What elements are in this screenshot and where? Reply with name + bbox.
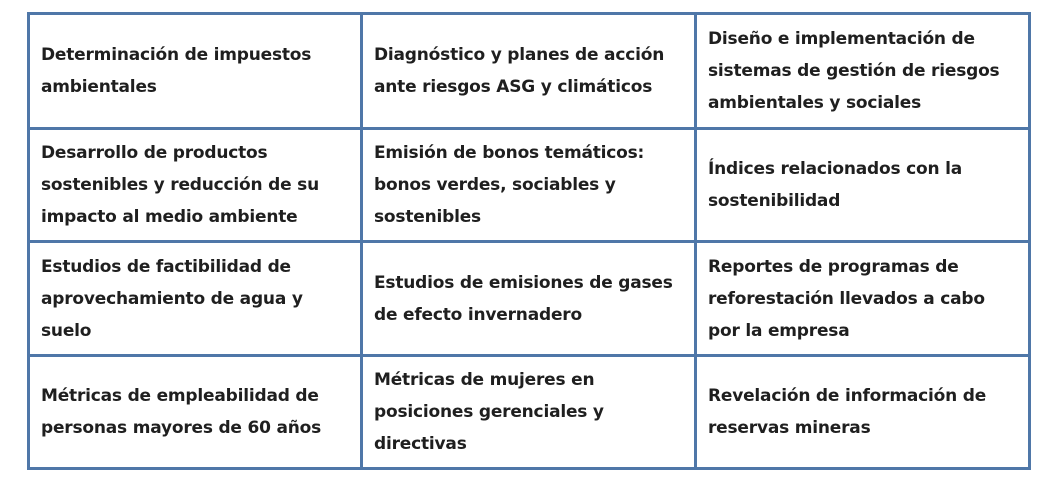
cell-text: Diagnóstico y planes de acción ante riesgos ASG y climáticos xyxy=(374,45,665,97)
cell-text: Métricas de mujeres en posiciones gerenciales y directivas xyxy=(374,370,604,454)
cell-text: Estudios de factibilidad de aprovechamiento de agua y suelo xyxy=(41,256,303,341)
table-cell xyxy=(363,357,697,467)
table-cell xyxy=(697,357,1028,467)
table-cell xyxy=(363,243,697,357)
cell-text: Diseño e implementación de sistemas de gestión de riesgos ambientales y sociales xyxy=(708,29,1000,113)
services-table xyxy=(27,12,1031,470)
cell-text: Métricas de empleabilidad de personas mayores de 60 años xyxy=(41,386,322,438)
cell-text: Estudios de emisiones de gases de efecto invernadero xyxy=(374,272,673,325)
cell-text: Revelación de información de reservas mineras xyxy=(708,386,987,438)
table-cell xyxy=(697,243,1028,357)
cell-text: Determinación de impuestos ambientales xyxy=(41,45,312,97)
cell-text: Emisión de bonos temáticos: bonos verdes, sociables y sostenibles xyxy=(374,143,645,227)
table-cell xyxy=(363,15,697,130)
table-cell xyxy=(697,130,1028,243)
cell-text: Desarrollo de productos sostenibles y reducción de su impacto al medio ambiente xyxy=(41,143,319,227)
table-cell xyxy=(30,243,363,357)
cell-text: Índices relacionados con la sostenibilidad xyxy=(708,159,962,211)
table-cell xyxy=(697,15,1028,130)
table-cell xyxy=(30,15,363,130)
table-cell xyxy=(30,130,363,243)
cell-text: Reportes de programas de reforestación llevados a cabo por la empresa xyxy=(708,256,985,341)
table-cell xyxy=(363,130,697,243)
table-cell xyxy=(30,357,363,467)
